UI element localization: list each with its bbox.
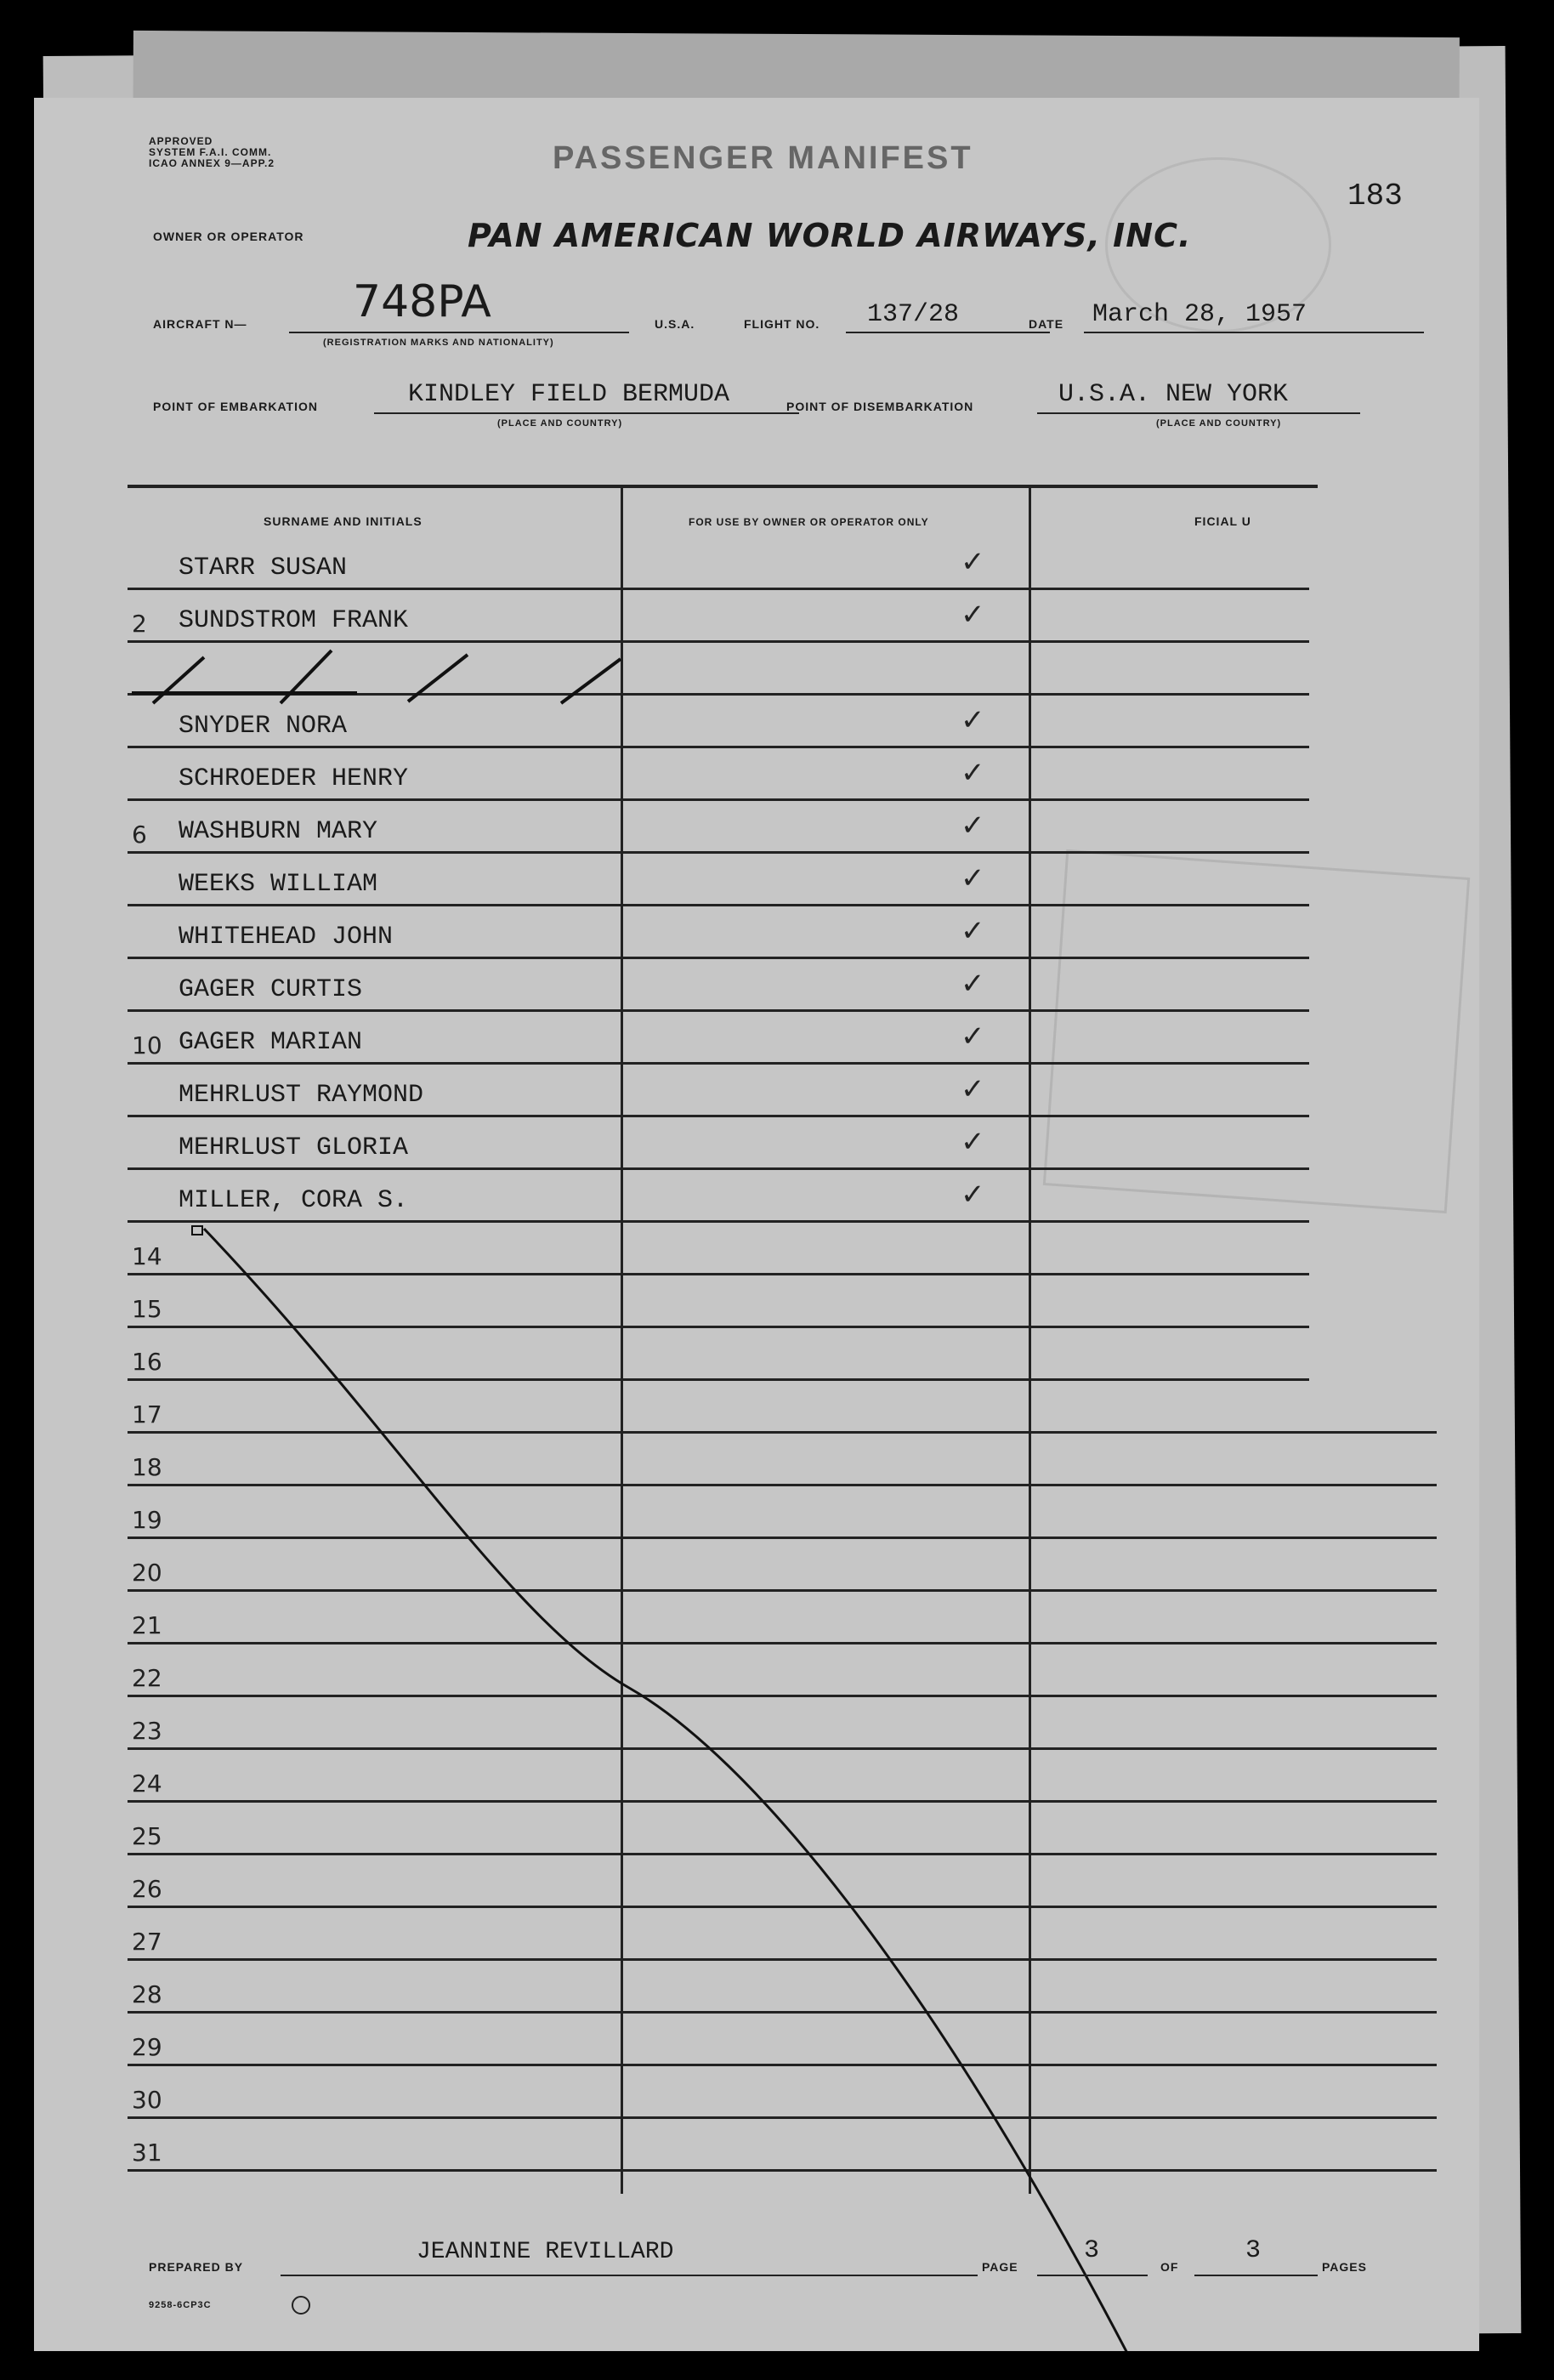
column-divider-1 bbox=[621, 485, 623, 2194]
row-number: 10 bbox=[132, 1031, 162, 1059]
row-number: 19 bbox=[132, 1506, 162, 1534]
table-row-rule bbox=[128, 1378, 1309, 1381]
passenger-name: SNYDER NORA bbox=[179, 712, 348, 741]
row-number: 30 bbox=[132, 2086, 162, 2114]
table-row-rule bbox=[128, 1589, 1437, 1592]
table-row-rule bbox=[128, 2064, 1437, 2066]
passenger-name: STARR SUSAN bbox=[179, 554, 348, 582]
table-row-rule bbox=[128, 1220, 1309, 1223]
table-row-rule bbox=[128, 1642, 1437, 1644]
row-number: 16 bbox=[132, 1348, 162, 1376]
approval-line: SYSTEM F.A.I. COMM. bbox=[149, 146, 272, 158]
flight-underline bbox=[846, 332, 1050, 333]
approval-line: APPROVED bbox=[149, 135, 213, 147]
check-mark: ✓ bbox=[961, 546, 985, 578]
check-mark: ✓ bbox=[961, 1073, 985, 1105]
table-row-rule bbox=[128, 1167, 1309, 1170]
col-header-official: FICIAL U bbox=[1194, 514, 1251, 528]
passenger-name: WEEKS WILLIAM bbox=[179, 870, 378, 899]
passenger-name: GAGER CURTIS bbox=[179, 975, 363, 1004]
table-row-rule bbox=[128, 1273, 1309, 1275]
table-row-rule bbox=[128, 904, 1309, 906]
check-mark: ✓ bbox=[961, 704, 985, 736]
table-row-rule bbox=[128, 798, 1309, 801]
passenger-name: SUNDSTROM FRANK bbox=[179, 606, 409, 635]
check-mark: ✓ bbox=[961, 1126, 985, 1158]
table-row-rule bbox=[128, 1906, 1437, 1908]
flight-value: 137/28 bbox=[867, 300, 960, 329]
prepared-value: JEANNINE REVILLARD bbox=[417, 2239, 674, 2265]
row-number: 18 bbox=[132, 1453, 162, 1481]
table-row-rule bbox=[128, 1536, 1437, 1539]
check-mark: ✓ bbox=[961, 915, 985, 947]
page-underline bbox=[1037, 2275, 1148, 2276]
col-header-surname: SURNAME AND INITIALS bbox=[264, 514, 423, 528]
approval-line: ICAO ANNEX 9—APP.2 bbox=[149, 157, 275, 169]
row-number: 2 bbox=[132, 610, 147, 638]
embarkation-sublabel: (PLACE AND COUNTRY) bbox=[497, 418, 623, 429]
row-number: 28 bbox=[132, 1980, 162, 2008]
date-label: DATE bbox=[1029, 317, 1064, 331]
usa-label: U.S.A. bbox=[655, 317, 695, 331]
table-row-rule bbox=[128, 1747, 1437, 1750]
row-number: 27 bbox=[132, 1928, 162, 1956]
passenger-name: MEHRLUST GLORIA bbox=[179, 1133, 409, 1162]
manifest-page bbox=[34, 98, 1479, 2351]
table-row-rule bbox=[128, 746, 1309, 748]
passenger-name: SCHROEDER HENRY bbox=[179, 764, 409, 793]
of-underline bbox=[1194, 2275, 1318, 2276]
col-header-owner-use: FOR USE BY OWNER OR OPERATOR ONLY bbox=[689, 516, 929, 528]
table-row-rule bbox=[128, 1695, 1437, 1697]
table-row-rule bbox=[128, 2116, 1437, 2119]
date-value: March 28, 1957 bbox=[1092, 300, 1307, 329]
page-stamp-number: 183 bbox=[1347, 179, 1403, 213]
disembarkation-label: POINT OF DISEMBARKATION bbox=[786, 400, 974, 413]
table-row-rule bbox=[128, 1062, 1309, 1065]
union-bug-icon bbox=[292, 2296, 310, 2315]
row-number: 23 bbox=[132, 1717, 162, 1745]
embarkation-value: KINDLEY FIELD BERMUDA bbox=[408, 380, 730, 409]
embarkation-label: POINT OF EMBARKATION bbox=[153, 400, 318, 413]
table-row-rule bbox=[128, 957, 1309, 959]
row-number: 25 bbox=[132, 1822, 162, 1850]
row-number: 26 bbox=[132, 1875, 162, 1903]
column-divider-2 bbox=[1029, 485, 1031, 2194]
table-row-rule bbox=[128, 2169, 1437, 2172]
prepared-label: PREPARED BY bbox=[149, 2260, 244, 2274]
passenger-name: MILLER, CORA S. bbox=[179, 1186, 409, 1215]
table-row-rule bbox=[128, 1800, 1437, 1803]
row-number: 29 bbox=[132, 2033, 162, 2061]
embarkation-underline bbox=[374, 412, 799, 414]
row-number: 21 bbox=[132, 1611, 162, 1639]
check-mark: ✓ bbox=[961, 1020, 985, 1053]
table-row-rule bbox=[128, 693, 1309, 696]
table-top-rule bbox=[128, 485, 1318, 488]
check-mark: ✓ bbox=[961, 1179, 985, 1211]
passenger-name: WASHBURN MARY bbox=[179, 817, 378, 846]
row-number: 6 bbox=[132, 821, 147, 849]
row-number: 17 bbox=[132, 1400, 162, 1429]
prepared-underline bbox=[281, 2275, 978, 2276]
row-number: 14 bbox=[132, 1242, 162, 1270]
check-mark: ✓ bbox=[961, 809, 985, 842]
flight-label: FLIGHT NO. bbox=[744, 317, 820, 331]
owner-label: OWNER OR OPERATOR bbox=[153, 230, 304, 243]
aircraft-underline bbox=[289, 332, 629, 333]
passenger-name: MEHRLUST RAYMOND bbox=[179, 1081, 424, 1110]
aircraft-sublabel: (REGISTRATION MARKS AND NATIONALITY) bbox=[323, 338, 554, 348]
form-code: 9258-6CP3C bbox=[149, 2300, 212, 2310]
check-mark: ✓ bbox=[961, 757, 985, 789]
table-row-rule bbox=[128, 1115, 1309, 1117]
table-row-rule bbox=[128, 1958, 1437, 1961]
table-row-rule bbox=[128, 1431, 1437, 1434]
pages-label: PAGES bbox=[1322, 2260, 1367, 2274]
table-row-rule bbox=[128, 2011, 1437, 2014]
row-number: 24 bbox=[132, 1769, 162, 1798]
of-value: 3 bbox=[1245, 2236, 1262, 2265]
table-row-rule bbox=[128, 640, 1309, 643]
aircraft-label: AIRCRAFT N— bbox=[153, 317, 247, 331]
table-row-rule bbox=[128, 1853, 1437, 1855]
check-mark: ✓ bbox=[961, 862, 985, 895]
page-label: PAGE bbox=[982, 2260, 1018, 2274]
passenger-name: GAGER MARIAN bbox=[179, 1028, 363, 1057]
table-row-rule bbox=[128, 588, 1309, 590]
row-number: 20 bbox=[132, 1559, 162, 1587]
row-number: 15 bbox=[132, 1295, 162, 1323]
page-title: PASSENGER MANIFEST bbox=[553, 140, 973, 176]
table-row-rule bbox=[128, 1009, 1309, 1012]
check-mark: ✓ bbox=[961, 968, 985, 1000]
owner-value: PAN AMERICAN WORLD AIRWAYS, INC. bbox=[468, 217, 1192, 254]
table-row-rule bbox=[128, 851, 1309, 854]
row-number: 22 bbox=[132, 1664, 162, 1692]
of-label: OF bbox=[1160, 2260, 1179, 2274]
disembarkation-underline bbox=[1037, 412, 1360, 414]
check-mark: ✓ bbox=[961, 599, 985, 631]
date-underline bbox=[1084, 332, 1424, 333]
form-approval bbox=[149, 136, 275, 169]
disembarkation-value: U.S.A. NEW YORK bbox=[1058, 380, 1289, 409]
disembarkation-sublabel: (PLACE AND COUNTRY) bbox=[1156, 418, 1282, 429]
page-value: 3 bbox=[1084, 2236, 1100, 2265]
table-row-rule bbox=[128, 1484, 1437, 1486]
table-row-rule bbox=[128, 1326, 1309, 1328]
aircraft-value: 748PA bbox=[353, 276, 491, 327]
row-number: 31 bbox=[132, 2139, 162, 2167]
passenger-name: WHITEHEAD JOHN bbox=[179, 923, 394, 951]
